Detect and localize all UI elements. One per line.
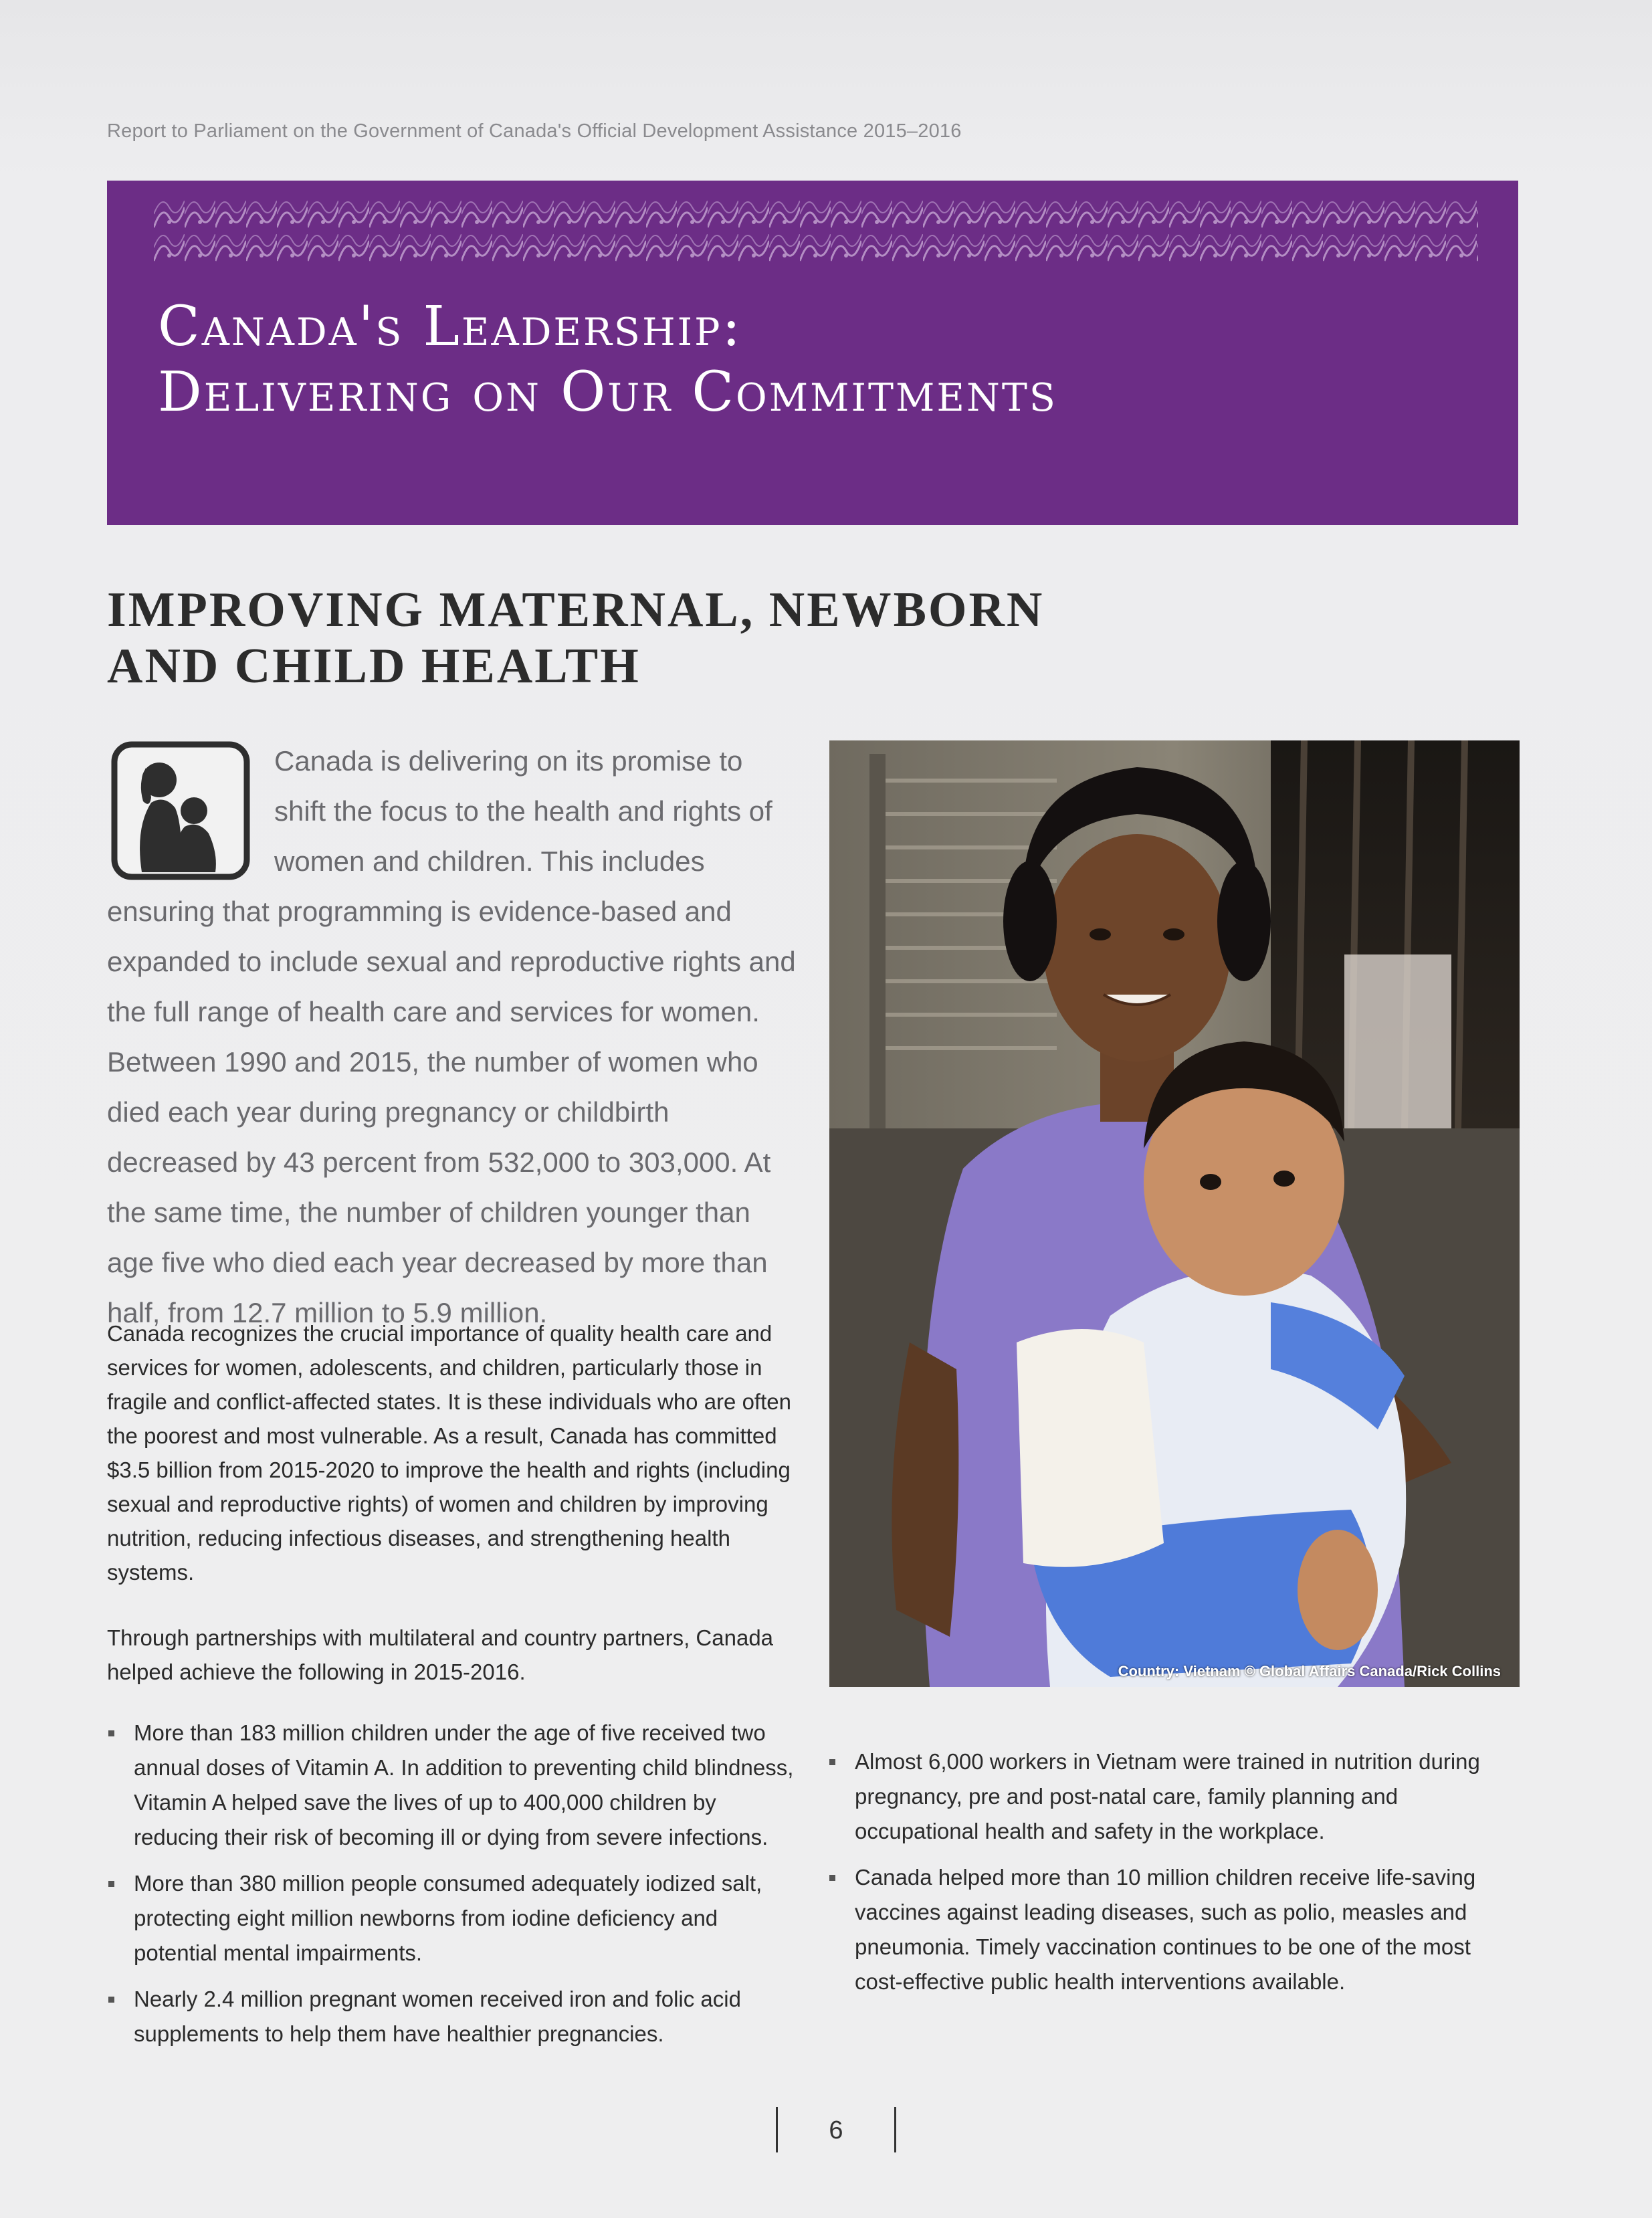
list-item [828,1860,1524,1999]
banner-title [158,294,1057,425]
list-item-text: More than 183 million children under the age of five received two annual doses of Vitamin A. In addition to preventing child blindness, Vitamin A helped save the lives of up to 400,000 children by reducing their risk of becoming ill or dying from severe infections. [134,1720,794,1849]
bullet-marker [108,1881,114,1887]
section-title-line1: IMPROVING MATERNAL, NEWBORN [107,583,1045,637]
section-title-line2: AND CHILD HEALTH [107,639,641,694]
bullet-marker [108,1730,114,1736]
bullet-marker [108,1997,114,2003]
list-item-text: Nearly 2.4 million pregnant women received iron and folic acid supplements to help them have healthier pregnancies. [134,1987,741,2046]
page-number [776,2107,896,2154]
page-number-value: 6 [829,2116,843,2144]
mother-and-child-photo [829,740,1520,1687]
icon-spacer [107,736,274,883]
list-item-text: More than 380 million people consumed adequately iodized salt, protecting eight million newborns from iodine deficiency and potential mental impairments. [134,1871,762,1965]
list-item [828,1744,1524,1849]
bullet-marker [829,1875,835,1881]
list-item [107,1716,803,1855]
photo-credit: Country: Vietnam © Global Affairs Canada/Rick Collins [1118,1663,1501,1680]
list-item [107,1866,803,1971]
running-header: Report to Parliament on the Government of Canada's Official Development Assistance 2015–2016 [107,120,962,142]
section-banner [107,181,1518,525]
results-list-right [828,1744,1524,2011]
bullet-marker [829,1759,835,1765]
body-paragraph-commitment: Canada recognizes the crucial importance of quality health care and services for women, adolescents, and children, particularly those in fragile and conflict-affected states. It is these individuals who are often the poorest and most vulnerable. As a result, Canada has committed $3.5 billion from 2015-2020 to improve the health and rights (including sexual and reproductive rights) of women and children by improving nutrition, reducing infectious diseases, and strengthening health systems. [107,1321,791,1585]
list-item [107,1982,803,2051]
body-paragraph-partnerships: Through partnerships with multilateral and country partners, Canada helped achieve the following in 2015-2016. [107,1625,774,1684]
page-number-divider-left [776,2107,778,2152]
banner-title-line2: Delivering on Our Commitments [158,361,1057,424]
lead-paragraph-text: Canada is delivering on its promise to shift the focus to the health and rights of women and children. This includes ensuring that programming is evidence-based and expanded to include sexual and reproductive rights and the full range of health care and services for women. Between 1990 and 2015, the number of women who died each year during pregnancy or childbirth decreased by 43 percent from 532,000 to 303,000. At the same time, the number of children younger than age five who died each year decreased by more than half, from 12.7 million to 5.9 million. [107,745,796,1328]
photo-illustration [829,740,1520,1687]
lead-paragraph [107,736,796,1338]
banner-title-line1: Canada's Leadership: [158,295,743,359]
decorative-pattern [154,201,1478,268]
section-title [107,582,1044,694]
list-item-text: Almost 6,000 workers in Vietnam were trained in nutrition during pregnancy, pre and post-natal care, family planning and occupational health and safety in the workplace. [855,1749,1480,1843]
list-item-text: Canada helped more than 10 million children receive life-saving vaccines against leading diseases, such as polio, measles and pneumonia. Timely vaccination continues to be one of the most cost-effective public health interventions available. [855,1865,1476,1994]
page-number-divider-right [894,2107,896,2152]
results-list-left [107,1716,803,2063]
